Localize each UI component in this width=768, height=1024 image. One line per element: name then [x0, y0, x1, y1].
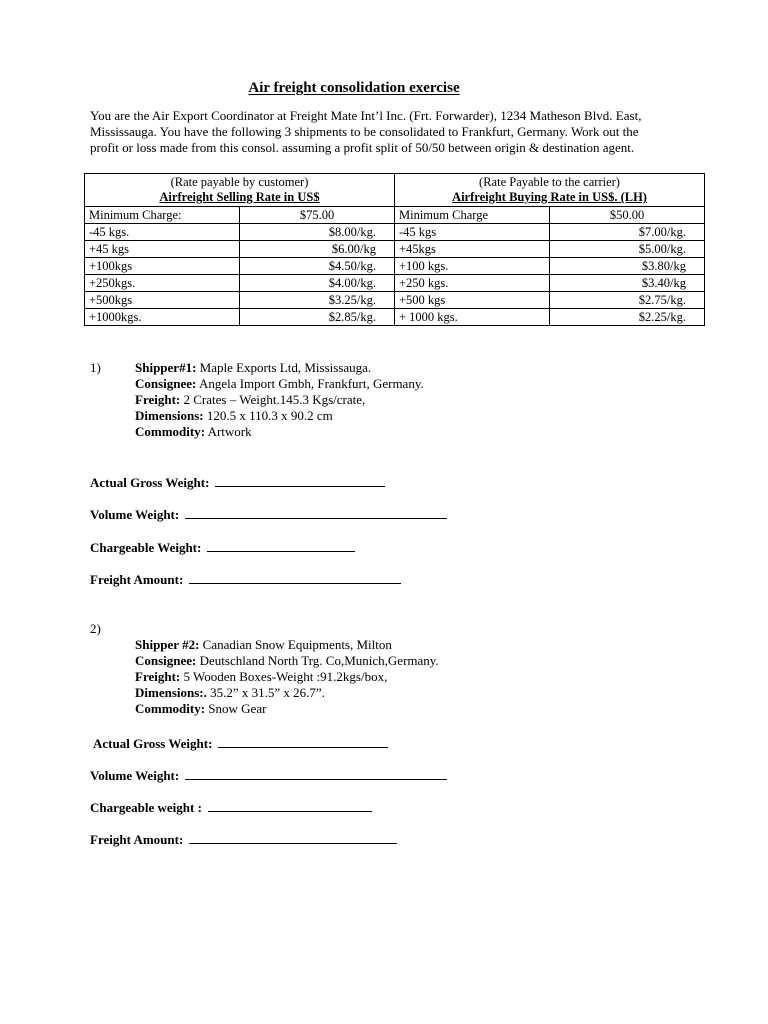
intro-line: profit or loss made from this consol. assuming a profit split of 50/50 between origin & destination agent. — [90, 140, 635, 155]
buy-weight-break: Minimum Charge — [395, 207, 550, 224]
sell-weight-break: +1000kgs. — [85, 309, 240, 326]
chargeable-weight-field-2 — [90, 799, 372, 816]
buy-weight-break: +45kgs — [395, 241, 550, 258]
intro-paragraph — [90, 108, 690, 156]
buy-rate: $2.25/kg. — [550, 309, 705, 326]
chargeable-weight-label: Chargeable weight : — [90, 800, 202, 815]
table-row — [85, 241, 705, 258]
dimensions-value: 120.5 x 110.3 x 90.2 cm — [206, 408, 333, 423]
shipment-number: 2) — [90, 621, 101, 636]
commodity-label: Commodity: — [135, 701, 206, 716]
shipment-number: 1) — [90, 360, 101, 375]
buying-rate-header — [395, 174, 705, 207]
shipper-line — [135, 637, 439, 653]
freight-label: Freight: — [135, 669, 181, 684]
chargeable-weight-field-1 — [90, 539, 355, 556]
commodity-value: Snow Gear — [208, 701, 267, 716]
sell-rate: $6.00/kg — [240, 241, 395, 258]
shipper-label: Shipper#1: — [135, 360, 197, 375]
intro-line: Mississauga. You have the following 3 shipments to be consolidated to Frankfurt, Germany. Work out the — [90, 124, 639, 139]
table-row — [85, 258, 705, 275]
buy-rate: $50.00 — [550, 207, 705, 224]
page-title: Air freight consolidation exercise — [248, 80, 460, 96]
freight-amount-blank[interactable] — [189, 571, 401, 584]
buy-weight-break: + 1000 kgs. — [395, 309, 550, 326]
freight-amount-label: Freight Amount: — [90, 832, 184, 847]
buy-rate: $3.40/kg — [550, 275, 705, 292]
shipper-value: Canadian Snow Equipments, Milton — [202, 637, 392, 652]
buying-rate-subtitle: (Rate Payable to the carrier) — [479, 175, 620, 189]
sell-weight-break: -45 kgs. — [85, 224, 240, 241]
chargeable-weight-label: Chargeable Weight: — [90, 540, 202, 555]
freight-label: Freight: — [135, 392, 181, 407]
shipment-details — [135, 360, 424, 440]
table-row — [85, 275, 705, 292]
dimensions-line — [135, 685, 439, 701]
intro-line: You are the Air Export Coordinator at Freight Mate Int’l Inc. (Frt. Forwarder), 1234 Matheson Blvd. East, — [90, 108, 642, 123]
consignee-value: Angela Import Gmbh, Frankfurt, Germany. — [198, 376, 424, 391]
sell-weight-break: +500kgs — [85, 292, 240, 309]
shipper-label: Shipper #2: — [135, 637, 200, 652]
freight-line — [135, 669, 439, 685]
sell-rate: $75.00 — [240, 207, 395, 224]
buy-weight-break: +500 kgs — [395, 292, 550, 309]
sell-weight-break: Minimum Charge: — [85, 207, 240, 224]
gross-weight-field-2 — [93, 735, 388, 752]
table-row — [85, 224, 705, 241]
buy-rate: $7.00/kg. — [550, 224, 705, 241]
shipper-line — [135, 360, 424, 376]
volume-weight-field-1 — [90, 506, 447, 523]
volume-weight-blank[interactable] — [185, 506, 447, 519]
consignee-label: Consignee: — [135, 653, 197, 668]
buy-weight-break: +100 kgs. — [395, 258, 550, 275]
freight-amount-field-1 — [90, 571, 401, 588]
sell-weight-break: +250kgs. — [85, 275, 240, 292]
sell-weight-break: +45 kgs — [85, 241, 240, 258]
sell-rate: $4.50/kg. — [240, 258, 395, 275]
buy-rate: $2.75/kg. — [550, 292, 705, 309]
consignee-line — [135, 376, 424, 392]
table-row — [85, 292, 705, 309]
buying-rate-heading: Airfreight Buying Rate in US$. (LH) — [452, 190, 647, 204]
gross-weight-blank[interactable] — [215, 474, 385, 487]
commodity-value: Artwork — [207, 424, 252, 439]
freight-amount-label: Freight Amount: — [90, 572, 184, 587]
volume-weight-label: Volume Weight: — [90, 507, 180, 522]
gross-weight-field-1 — [90, 474, 385, 491]
selling-rate-heading: Airfreight Selling Rate in US$ — [159, 190, 320, 204]
dimensions-value: 35.2” x 31.5” x 26.7”. — [210, 685, 325, 700]
shipper-value: Maple Exports Ltd, Mississauga. — [199, 360, 372, 375]
volume-weight-field-2 — [90, 767, 447, 784]
commodity-line — [135, 701, 439, 717]
volume-weight-blank[interactable] — [185, 767, 447, 780]
chargeable-weight-blank[interactable] — [207, 539, 355, 552]
freight-amount-blank[interactable] — [189, 831, 397, 844]
commodity-label: Commodity: — [135, 424, 206, 439]
sell-rate: $2.85/kg. — [240, 309, 395, 326]
rate-table — [84, 173, 705, 326]
gross-weight-label: Actual Gross Weight: — [90, 475, 210, 490]
dimensions-line — [135, 408, 424, 424]
chargeable-weight-blank[interactable] — [208, 799, 372, 812]
dimensions-label: Dimensions:. — [135, 685, 207, 700]
gross-weight-label: Actual Gross Weight: — [93, 736, 213, 751]
buy-weight-break: -45 kgs — [395, 224, 550, 241]
table-row — [85, 207, 705, 224]
rate-table-header — [85, 174, 705, 207]
consignee-line — [135, 653, 439, 669]
selling-rate-header — [85, 174, 395, 207]
buy-rate: $5.00/kg. — [550, 241, 705, 258]
freight-value: 2 Crates – Weight.145.3 Kgs/crate, — [183, 392, 366, 407]
sell-rate: $3.25/kg. — [240, 292, 395, 309]
gross-weight-blank[interactable] — [218, 735, 388, 748]
freight-amount-field-2 — [90, 831, 397, 848]
freight-value: 5 Wooden Boxes-Weight :91.2kgs/box, — [183, 669, 388, 684]
shipment-details — [135, 637, 439, 717]
table-row — [85, 309, 705, 326]
commodity-line — [135, 424, 424, 440]
selling-rate-subtitle: (Rate payable by customer) — [170, 175, 309, 189]
consignee-value: Deutschland North Trg. Co,Munich,Germany. — [199, 653, 439, 668]
buy-weight-break: +250 kgs. — [395, 275, 550, 292]
consignee-label: Consignee: — [135, 376, 197, 391]
buy-rate: $3.80/kg — [550, 258, 705, 275]
sell-rate: $4.00/kg. — [240, 275, 395, 292]
freight-line — [135, 392, 424, 408]
dimensions-label: Dimensions: — [135, 408, 204, 423]
sell-rate: $8.00/kg. — [240, 224, 395, 241]
volume-weight-label: Volume Weight: — [90, 768, 180, 783]
sell-weight-break: +100kgs — [85, 258, 240, 275]
